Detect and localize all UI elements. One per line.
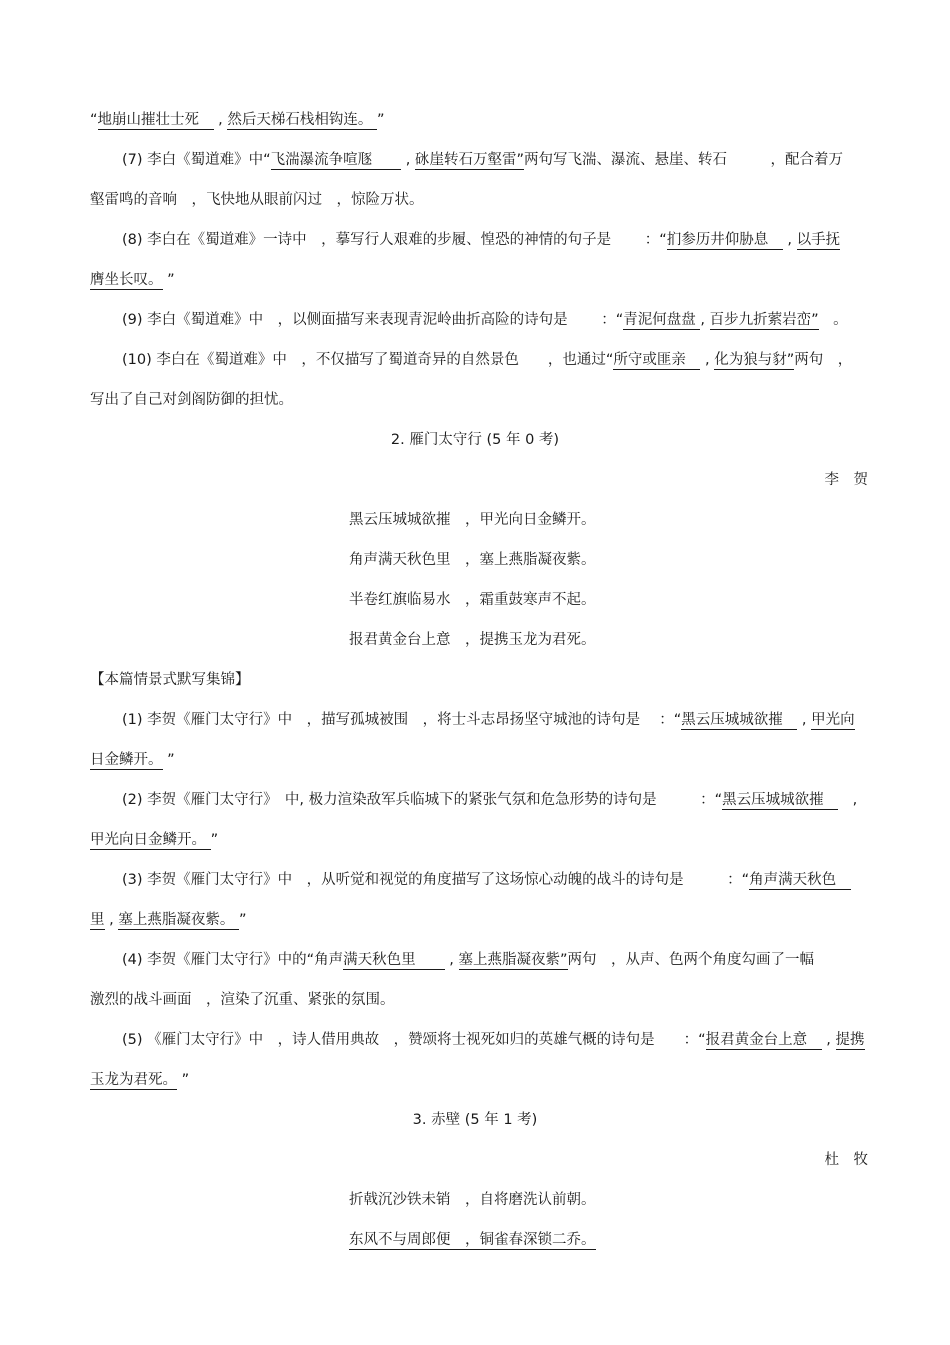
answer-blank: 砯崖转石万壑雷” — [415, 152, 525, 168]
answer-blank: 甲光向 — [811, 712, 855, 728]
poem-line: 半卷红旗临易水 ，霜重鼓寒声不起。 — [349, 592, 596, 608]
answer-line: “地崩山摧壮士死 , 然后天梯石栈相钩连。 ” — [90, 112, 385, 128]
answer-blank: 报君黄金台上意 — [705, 1032, 822, 1048]
question-4-continued: 激烈的战斗画面 ，渲染了沉重、紧张的氛围。 — [90, 992, 395, 1008]
answer-blank: 塞上燕脂凝夜紫” — [458, 952, 568, 968]
answer-blank: 然后天梯石栈相钩连。 — [227, 112, 377, 128]
answer-blank: 地崩山摧壮士死 — [97, 112, 214, 128]
answer-blank: 百步九折萦岩峦” — [709, 312, 819, 328]
poem-line: 报君黄金台上意 ，提携玉龙为君死。 — [349, 632, 596, 648]
poem-line: 黑云压城城欲摧 ，甲光向日金鳞开。 — [349, 512, 596, 528]
poem-line — [349, 1228, 849, 1252]
answer-blank: 黑云压城城欲摧 — [722, 792, 839, 808]
question-5-continued: 玉龙为君死。 ” — [90, 1072, 190, 1088]
question-3: (3) 李贺《雁门太守行》中 ，从听觉和视觉的角度描写了这场惊心动魄的战斗的诗句是 ：“角声满天秋色 — [122, 872, 851, 888]
question-9: (9) 李白《蜀道难》中 ，以侧面描写来表现青泥岭曲折高险的诗句是 ：“青泥何盘盘 , 百步九折萦岩峦” 。 — [122, 312, 848, 328]
answer-blank: 飞湍瀑流争喧豗 — [270, 152, 402, 168]
poem-heading: 2. 雁门太守行 (5 年 0 考) — [390, 432, 560, 448]
poem-author: 李 贺 — [824, 472, 868, 488]
answer-blank: 扪参历井仰胁息 — [666, 232, 783, 248]
question-5: (5) 《雁门太守行》中 ，诗人借用典故 ，赞颂将士视死如归的英雄气概的诗句是 ：“报君黄金台上意 , 提携 — [122, 1032, 865, 1048]
question-8: (8) 李白在《蜀道难》一诗中 ，摹写行人艰难的步履、惶恐的神情的句子是 ：“扪参历井仰胁息 , 以手抚 — [122, 232, 841, 248]
answer-blank: 塞上燕脂凝夜紫。 — [118, 912, 239, 928]
answer-blank: 黑云压城城欲摧 — [681, 712, 798, 728]
answer-blank: 提携 — [835, 1032, 865, 1048]
poem-line: 折戟沉沙铁未销 ，自将磨洗认前朝。 — [349, 1192, 596, 1208]
question-7-continued: 壑雷鸣的音响 ，飞快地从眼前闪过 ，惊险万状。 — [90, 192, 424, 208]
answer-blank: 青泥何盘盘 — [623, 312, 701, 328]
answer-blank: 化为狼与豺” — [714, 352, 795, 368]
poem-heading: 3. 赤壁 (5 年 1 考) — [412, 1112, 538, 1128]
answer-blank: 以手抚 — [796, 232, 841, 248]
question-10-continued: 写出了自己对剑阁防御的担忧。 — [90, 392, 293, 408]
question-3-continued: 里 , 塞上燕脂凝夜紫。 ” — [90, 912, 247, 928]
answer-blank: 玉龙为君死。 — [90, 1072, 177, 1088]
answer-blank: 东风不与周郎便 ，铜雀春深锁二乔。 — [349, 1232, 596, 1248]
poem-line: 角声满天秋色里 ，塞上燕脂凝夜紫。 — [349, 552, 596, 568]
answer-blank: 里 — [90, 912, 105, 928]
answer-blank: 甲光向日金鳞开。 — [90, 832, 211, 848]
question-2: (2) 李贺《雁门太守行》 中, 极力渲染敌军兵临城下的紧张气氛和危急形势的诗句是 ：“黑云压城城欲摧 , — [122, 792, 858, 808]
answer-blank: 日金鳞开。 — [90, 752, 163, 768]
section-title: 【本篇情景式默写集锦】 — [90, 672, 250, 688]
answer-blank: 所守或匪亲 — [613, 352, 701, 368]
question-10: (10) 李白在《蜀道难》中 ，不仅描写了蜀道奇异的自然景色 ，也通过“所守或匪亲 , 化为狼与豺”两句 ， — [122, 352, 853, 368]
question-1-continued: 日金鳞开。 ” — [90, 752, 175, 768]
question-2-continued: 甲光向日金鳞开。 ” — [90, 832, 219, 848]
answer-blank: 膺坐长叹。 — [90, 272, 163, 288]
question-7: (7) 李白《蜀道难》中“飞湍瀑流争喧豗 , 砯崖转石万壑雷”两句写飞湍、瀑流、悬崖、转石 ，配合着万 — [122, 152, 844, 168]
answer-blank: 满天秋色里 — [343, 952, 445, 968]
question-1: (1) 李贺《雁门太守行》中 ，描写孤城被围 ，将士斗志昂扬坚守城池的诗句是 ：“黑云压城城欲摧 , 甲光向 — [122, 712, 855, 728]
answer-blank: 角声满天秋色 — [749, 872, 851, 888]
question-8-continued: 膺坐长叹。 ” — [90, 272, 175, 288]
question-4: (4) 李贺《雁门太守行》中的“角声满天秋色里 , 塞上燕脂凝夜紫”两句 ，从声、色两个角度勾画了一幅 — [122, 952, 815, 968]
poem-author: 杜 牧 — [824, 1152, 868, 1168]
